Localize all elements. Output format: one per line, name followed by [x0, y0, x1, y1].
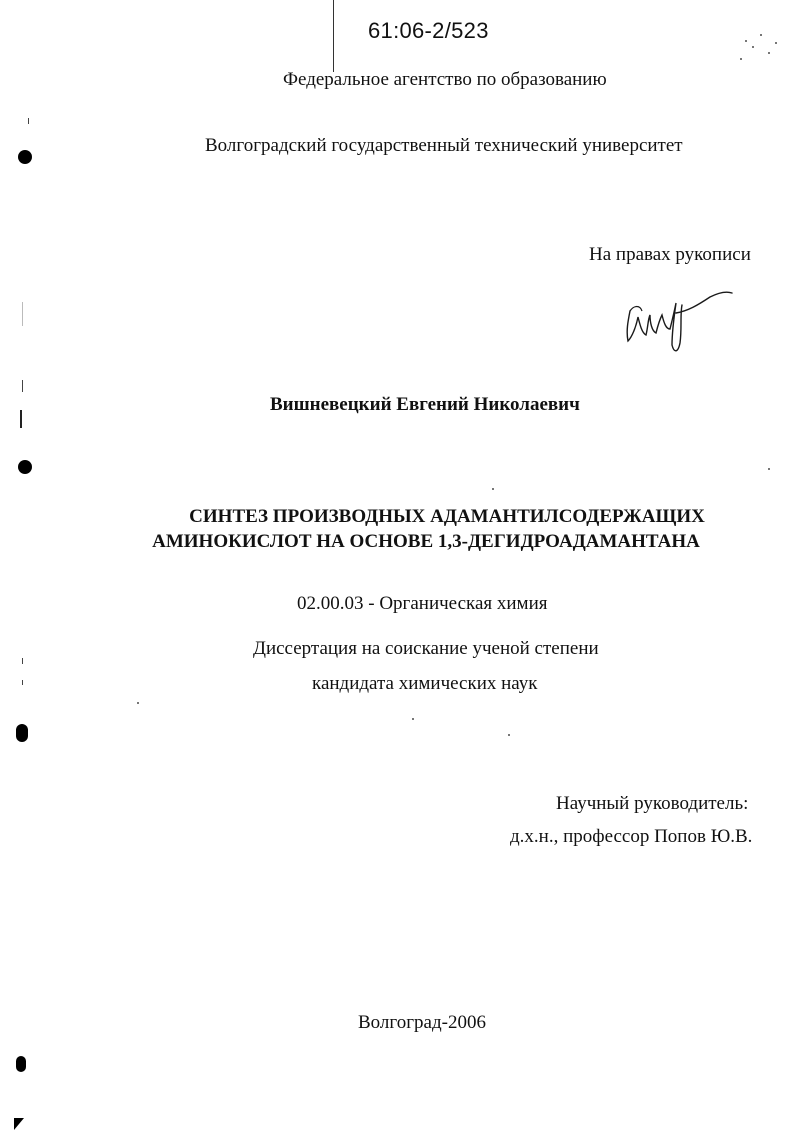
scan-speck [768, 468, 770, 470]
scan-binding-hole [18, 460, 32, 474]
scan-margin-mark [22, 380, 23, 392]
agency-name: Федеральное агентство по образованию [283, 69, 607, 90]
archive-divider-line [333, 0, 334, 72]
scan-margin-mark [22, 680, 23, 685]
degree-line-2: кандидата химических наук [312, 673, 538, 694]
scan-binding-hole [16, 1056, 26, 1072]
manuscript-rights-note: На правах рукописи [589, 244, 751, 265]
scan-binding-hole [18, 150, 32, 164]
scan-speck [492, 488, 494, 490]
scan-margin-mark [28, 118, 29, 124]
scan-speck [412, 718, 414, 720]
university-name: Волгоградский государственный технический университет [205, 135, 683, 156]
scan-speck [508, 734, 510, 736]
scan-speck [752, 46, 754, 48]
scan-speck [745, 40, 747, 42]
scan-margin-mark [20, 410, 22, 428]
degree-line-1: Диссертация на соискание ученой степени [253, 638, 599, 659]
scan-speck [775, 42, 777, 44]
author-name: Вишневецкий Евгений Николаевич [270, 394, 580, 415]
dissertation-title-line-1: СИНТЕЗ ПРОИЗВОДНЫХ АДАМАНТИЛСОДЕРЖАЩИХ [189, 506, 705, 527]
supervisor-name: д.х.н., профессор Попов Ю.В. [510, 826, 753, 847]
dissertation-title-line-2: АМИНОКИСЛОТ НА ОСНОВЕ 1,3-ДЕГИДРОАДАМАНТАНА [152, 531, 700, 552]
supervisor-label: Научный руководитель: [556, 793, 749, 814]
scan-binding-hole [16, 724, 28, 742]
scan-margin-mark [22, 302, 23, 326]
scan-corner-mark [14, 1118, 24, 1130]
scan-speck [768, 52, 770, 54]
specialty: 02.00.03 - Органическая химия [297, 593, 548, 614]
city-year: Волгоград-2006 [358, 1012, 486, 1033]
author-signature [618, 283, 738, 355]
scan-speck [760, 34, 762, 36]
scan-speck [137, 702, 139, 704]
scan-speck [740, 58, 742, 60]
archive-number: 61:06-2/523 [368, 18, 489, 43]
scan-margin-mark [22, 658, 23, 664]
